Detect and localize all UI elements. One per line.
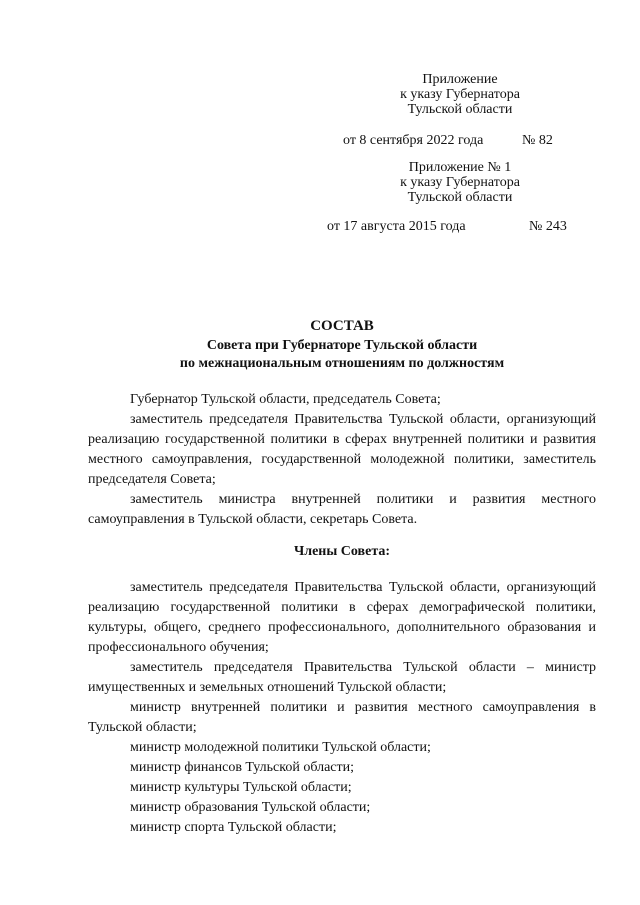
- document-subtitle: Совета при Губернаторе Тульской области: [206, 338, 478, 353]
- appendix-header-line: к указу Губернатора: [400, 175, 520, 190]
- members-list: [88, 578, 596, 838]
- decree-number-current: № 82: [522, 133, 553, 148]
- leadership-list: [88, 390, 596, 530]
- list-item: министр культуры Тульской области;: [130, 780, 352, 795]
- list-item: министр внутренней политики и развития местного самоуправления в Тульской области;: [88, 700, 596, 735]
- appendix-header-previous: [385, 160, 535, 205]
- list-item: заместитель председателя Правительства Тульской области, организующий реализацию государственной политики в сферах демографической политики, культуры, общего, среднего профессионального, дополнительного образования и профессионального обучения;: [88, 580, 596, 655]
- list-item: Губернатор Тульской области, председатель Совета;: [130, 392, 441, 407]
- appendix-header-line: Тульской области: [407, 102, 513, 117]
- document-title: СОСТАВ: [310, 318, 374, 334]
- list-item: министр образования Тульской области;: [130, 800, 371, 815]
- appendix-header-line: Приложение: [422, 72, 498, 87]
- list-item: министр молодежной политики Тульской области;: [130, 740, 431, 755]
- appendix-header-line: Приложение № 1: [408, 160, 512, 175]
- appendix-header-line: Тульской области: [407, 190, 513, 205]
- list-item: министр спорта Тульской области;: [130, 820, 337, 835]
- decree-date-previous: от 17 августа 2015 года: [327, 219, 466, 234]
- document-subtitle: по межнациональным отношениям по должностям: [179, 356, 505, 371]
- list-item: заместитель министра внутренней политики и развития местного самоуправления в Тульской области, секретарь Совета.: [88, 492, 596, 527]
- appendix-header-line: к указу Губернатора: [400, 87, 520, 102]
- decree-number-previous: № 243: [529, 219, 567, 234]
- appendix-header-current: [385, 72, 535, 117]
- list-item: министр финансов Тульской области;: [130, 760, 355, 775]
- list-item: заместитель председателя Правительства Тульской области – министр имущественных и земельных отношений Тульской области;: [88, 660, 596, 695]
- list-item: заместитель председателя Правительства Тульской области, организующий реализацию государственной политики в сферах внутренней политики и развития местного самоуправления, государственной молодежной политики, заместитель председателя Совета;: [88, 412, 596, 487]
- members-heading: Члены Совета:: [293, 544, 391, 559]
- decree-date-current: от 8 сентября 2022 года: [343, 133, 484, 148]
